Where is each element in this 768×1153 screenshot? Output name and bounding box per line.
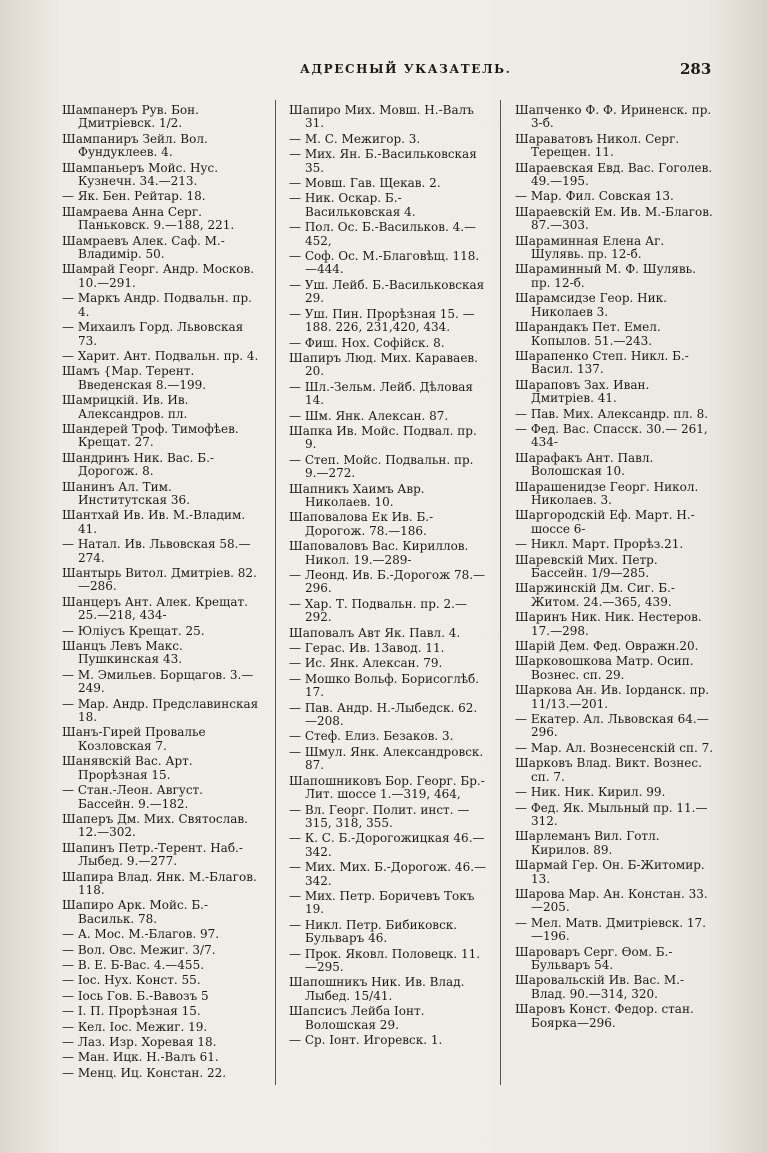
directory-entry: Шараповъ Зах. Иван. Дмитрiев. 41. — [515, 377, 650, 406]
directory-entry: — Уш. Пин. Прорѣзная 15. —188. 226, 231,420, 434. — [289, 306, 475, 335]
directory-entry: Шапникъ Хаимъ Авр. Николаев. 10. — [289, 481, 425, 509]
directory-entry: — Леонд. Ив. Б.-Дорогож 78.—296. — [289, 568, 486, 596]
directory-entry: — Мар. Ал. Вознесенскiй сп. 7. — [515, 740, 714, 755]
directory-entry: — Іось Гов. Б.-Вавозъ 5 — [62, 988, 209, 1003]
column-1 — [62, 104, 260, 1082]
directory-entry: — Екатер. Ал. Львовская 64.—296. — [515, 712, 709, 740]
directory-entry: — Ис. Янк. Алексан. 79. — [289, 656, 443, 671]
directory-entry: — Харит. Ант. Подвальн. пр. 4. — [62, 348, 259, 363]
directory-entry: Шаповалова Ек Ив. Б.-Дорогож. 78.—186. — [289, 510, 434, 538]
directory-entry: Шапошникъ Ник. Ив. Влад. Лыбед. 15/41. — [289, 975, 465, 1003]
directory-entry: — Уш. Лейб. Б.-Васильковская 29. — [289, 277, 485, 306]
directory-entry: — Прок. Яковл. Половецк. 11.—295. — [289, 946, 481, 974]
directory-entry: Шапка Ив. Мойс. Подвал. пр. 9. — [289, 423, 477, 452]
directory-entry: — Ср. Іонт. Игоревск. 1. — [289, 1033, 443, 1047]
directory-entry: Шаржинскiй Дм. Сиг. Б.-Житом. 24.—365, 439. — [515, 581, 675, 609]
directory-entry: — Менц. Иц. Констан. 22. — [62, 1065, 227, 1080]
directory-entry: Шаргородскiй Еф. Март. Н.-шоссе 6- — [515, 508, 695, 536]
directory-entry: — Вл. Георг. Полит. инст. —315, 318, 355. — [289, 802, 470, 830]
directory-entry: Шамраева Анна Серг. Паньковск. 9.—188, 221. — [62, 204, 235, 233]
directory-entry: Шарковошкова Матр. Осип. Вознес. сп. 29. — [515, 654, 694, 682]
directory-entry: — Мар. Фил. Совская 13. — [515, 189, 674, 204]
directory-entry: Шарковъ Влад. Викт. Вознес. сп. 7. — [515, 756, 702, 784]
directory-entry: — Никл. Март. Прорѣз.21. — [515, 537, 684, 552]
directory-entry: — Юлiусъ Крещат. 25. — [62, 623, 205, 638]
directory-entry: Шампаниръ Зейл. Вол. Фундуклеев. 4. — [62, 131, 208, 160]
directory-entry: — Ман. Ицк. Н.-Валъ 61. — [62, 1050, 219, 1065]
page-title: АДРЕСНЫЙ УКАЗАТЕЛЬ. — [300, 62, 512, 76]
page-number: 283 — [680, 60, 712, 78]
directory-entry: — Кел. Іос. Межиг. 19. — [62, 1019, 208, 1034]
directory-entry: — К. С. Б.-Дорогожицкая 46.—342. — [289, 831, 485, 859]
directory-entry: — М. С. Межигор. 3. — [289, 131, 421, 146]
directory-entry: — Як. Бен. Рейтар. 18. — [62, 189, 206, 204]
directory-entry: Шапинъ Петр.-Терент. Наб.-Лыбед. 9.—277. — [62, 840, 243, 869]
directory-entry: — Мар. Андр. Предславинская 18. — [62, 696, 259, 725]
directory-entry: — Вол. Овс. Межиг. 3/7. — [62, 942, 216, 957]
directory-entry: Шампаньеръ Мойс. Нус. Кузнечн. 34.—213. — [62, 160, 219, 189]
directory-entry: Шаперъ Дм. Мих. Святослав. 12.—302. — [62, 811, 248, 840]
directory-entry: Шапошниковъ Бор. Георг. Бр.-Лит. шоссе 1.—319, 464, — [289, 773, 485, 802]
column-3 — [515, 104, 715, 1032]
directory-entry: Шаровальскiй Ив. Вас. М.-Влад. 90.—314, 320. — [515, 973, 685, 1001]
directory-entry: — В. Е. Б-Вас. 4.—455. — [62, 957, 205, 972]
page-header — [0, 62, 768, 82]
directory-entry: — Фед. Як. Мыльный пр. 11.—312. — [515, 800, 708, 828]
directory-entry: — Лаз. Изр. Хоревая 18. — [62, 1035, 217, 1049]
directory-entry: Шараевская Евд. Вас. Гоголев. 49.—195. — [515, 160, 713, 189]
directory-entry: — Мих. Петр. Боричевъ Токъ 19. — [289, 888, 475, 917]
directory-entry: — Мел. Матв. Дмитрiевск. 17.—196. — [515, 915, 706, 944]
directory-entry: Шаревскiй Мих. Петр. Бассейн. 1/9—285. — [515, 552, 658, 580]
directory-entry: Шароваръ Серг. Өом. Б.-Бульваръ 54. — [515, 944, 673, 972]
directory-entry: Шарашенидзе Георг. Никол. Николаев. 3. — [515, 479, 699, 507]
directory-entry: Шаповаловъ Вас. Кириллов. Никол. 19.—289- — [289, 539, 469, 567]
directory-entry: Шапиръ Люд. Мих. Караваев. 20. — [289, 350, 478, 379]
directory-entry: Шанявскiй Вас. Арт. Прорѣзная 15. — [62, 754, 193, 782]
directory-entry: Шапсисъ Лейба Іонт. Волошская 29. — [289, 1004, 425, 1032]
directory-entry: — Никл. Петр. Бибиковск. Бульваръ 46. — [289, 917, 458, 946]
directory-entry: — Пав. Андр. Н.-Лыбедск. 62.—208. — [289, 700, 478, 729]
directory-entry: Шараватовъ Никол. Серг. Терещен. 11. — [515, 131, 680, 160]
directory-entry: Шапира Влад. Янк. М.-Благов. 118. — [62, 869, 257, 897]
directory-entry: — Хар. Т. Подвальн. пр. 2.—292. — [289, 596, 467, 625]
column-2 — [289, 104, 487, 1049]
directory-entry: — Герас. Ив. 13авод. 11. — [289, 641, 445, 656]
directory-entry: Шараминная Елена Аг. Шулявь. пр. 12-б. — [515, 233, 665, 262]
directory-entry: Шарова Мар. Ан. Констан. 33.—205. — [515, 886, 708, 915]
directory-entry: — М. Эмильев. Борщагов. 3.—249. — [62, 667, 254, 696]
directory-entry: Шарлеманъ Вил. Готл. Кирилов. 89. — [515, 829, 660, 857]
directory-entry: Шармай Гер. Он. Б-Житомир. 13. — [515, 858, 705, 886]
directory-entry: Шаровъ Конст. Федор. стан. Боярка—296. — [515, 1002, 694, 1030]
directory-entry: Шамрай Георг. Андр. Москов. 10.—291. — [62, 262, 255, 290]
directory-entry: — Степ. Мойс. Подвальн. пр. 9.—272. — [289, 452, 474, 481]
directory-entry: — Мовш. Гав. Щекав. 2. — [289, 176, 441, 191]
directory-entry: Шапиро Арк. Мойс. Б.-Васильк. 78. — [62, 898, 209, 926]
directory-entry: Шапиро Мих. Мовш. Н.-Валъ 31. — [289, 103, 474, 131]
directory-entry: Шамрицкiй. Ив. Ив. Александров. пл. — [62, 393, 189, 421]
directory-entry: — Пав. Мих. Александр. пл. 8. — [515, 406, 709, 421]
directory-entry: Шапченко Ф. Ф. Ириненск. пр. 3-б. — [515, 103, 712, 131]
directory-entry: Шанинъ Ал. Тим. Институтская 36. — [62, 479, 191, 507]
directory-entry: — Іос. Нух. Конст. 55. — [62, 973, 201, 988]
directory-entry: — Пол. Ос. Б.-Васильков. 4.—452, — [289, 220, 477, 248]
directory-entry: — Фед. Вас. Спасск. 30.— 261, 434- — [515, 421, 708, 450]
column-divider-right — [500, 100, 501, 1085]
directory-entry: Шаркова Ан. Ив. Іорданск. пр. 11/13.—201. — [515, 683, 710, 711]
directory-entry: — Ник. Оскар. Б.-Васильковская 4. — [289, 191, 416, 219]
directory-entry: Шаповалъ Авт Як. Павл. 4. — [289, 625, 461, 640]
directory-entry: Шандерей Троф. Тимофѣев. Крещат. 27. — [62, 421, 239, 450]
directory-entry: — Мих. Мих. Б.-Дорогож. 46.—342. — [289, 860, 487, 888]
directory-entry: — Фиш. Нох. Софiйск. 8. — [289, 335, 445, 350]
directory-entry: Шарамсидзе Геор. Ник. Николаев 3. — [515, 291, 667, 319]
directory-entry: — Шмул. Янк. Александровск. 87. — [289, 744, 484, 773]
directory-entry: Шанцеръ Ант. Алек. Крещат. 25.—218, 434- — [62, 594, 248, 623]
directory-entry: Шандринъ Ник. Вас. Б.-Дорогож. 8. — [62, 450, 214, 479]
directory-entry: — Ник. Ник. Кирил. 99. — [515, 785, 666, 800]
directory-entry: Шампанеръ Рув. Бон. Дмитрiевск. 1/2. — [62, 103, 199, 131]
directory-entry: Шарiй Дем. Фед. Овражн.20. — [515, 639, 699, 654]
directory-entry: — А. Мос. М.-Благов. 97. — [62, 927, 220, 942]
directory-entry: Шарапенко Степ. Никл. Б.-Васил. 137. — [515, 348, 689, 377]
directory-entry: — Мошко Вольф. Борисоглѣб. 17. — [289, 671, 480, 700]
directory-entry: — І. П. Прорѣзная 15. — [62, 1004, 201, 1019]
directory-entry: Шамраевъ Алек. Саф. М.-Владимiр. 50. — [62, 233, 225, 262]
directory-entry: — Стеф. Елиз. Безаков. 3. — [289, 729, 454, 744]
column-divider-left — [275, 100, 276, 1085]
directory-entry: Шаринъ Ник. Ник. Нестеров. 17.—298. — [515, 610, 702, 638]
directory-entry: — Натал. Ив. Львовская 58.—274. — [62, 537, 251, 565]
directory-entry: — Маркъ Андр. Подвальн. пр. 4. — [62, 291, 252, 319]
directory-entry: — Михаилъ Горд. Львовская 73. — [62, 320, 244, 348]
directory-entry: — Стан.-Леон. Август. Бассейн. 9.—182. — [62, 783, 203, 811]
directory-entry: Шараевскiй Ем. Ив. М.-Благов. 87.—303. — [515, 204, 713, 233]
directory-entry: — Шл.-Зельм. Лейб. Дѣловая 14. — [289, 379, 473, 408]
directory-entry: — Мих. Ян. Б.-Васильковская 35. — [289, 147, 477, 175]
directory-entry: — Соф. Ос. М.-Благовѣщ. 118.—444. — [289, 249, 480, 277]
directory-entry: Шантхай Ив. Ив. М.-Владим. 41. — [62, 508, 246, 536]
directory-entry: Шарандакъ Пет. Емел. Копылов. 51.—243. — [515, 320, 661, 348]
directory-entry: Шараминный М. Ф. Шулявь. пр. 12-б. — [515, 262, 696, 290]
directory-entry: Шамъ {Мар. Терент. Введенская 8.—199. — [62, 364, 207, 392]
directory-entry: Шанъ-Гирей Провалье Козловская 7. — [62, 725, 206, 753]
directory-entry: Шарафакъ Ант. Павл. Волошская 10. — [515, 450, 654, 479]
directory-entry: Шантырь Витол. Дмитрiев. 82.—286. — [62, 566, 257, 594]
directory-entry: Шанцъ Левъ Макс. Пушкинская 43. — [62, 639, 183, 667]
directory-entry: — Шм. Янк. Алексан. 87. — [289, 408, 449, 423]
